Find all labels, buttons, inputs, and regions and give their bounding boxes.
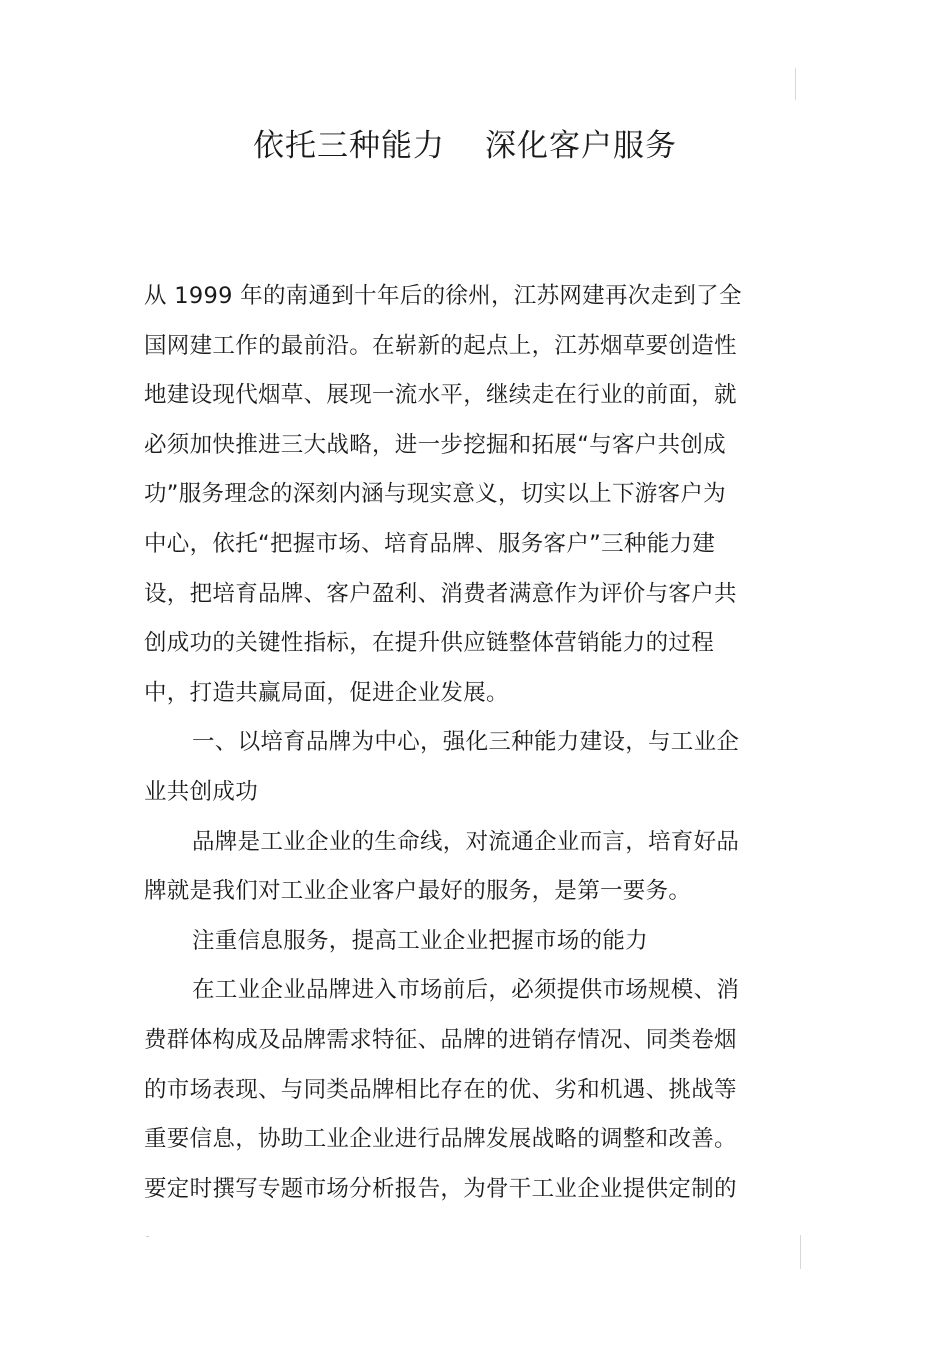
text-line: 从 1999 年的南通到十年后的徐州，江苏网建再次走到了全 xyxy=(144,283,742,309)
text-line: 牌就是我们对工业企业客户最好的服务，是第一要务。 xyxy=(144,878,692,905)
page-corner-mark-top xyxy=(795,68,796,100)
title-part-1: 依托三种能力 xyxy=(253,128,445,164)
text-line: 的市场表现、与同类品牌相比存在的优、劣和机遇、挑战等 xyxy=(144,1076,737,1103)
text-line: 业共创成功 xyxy=(144,778,259,805)
page-corner-mark-bottom xyxy=(800,1235,801,1269)
text-line: 品牌是工业企业的生命线，对流通企业而言，培育好品 xyxy=(192,828,740,855)
text-line: 设，把培育品牌、客户盈利、消费者满意作为评价与客户共 xyxy=(144,580,737,607)
text-line: 费群体构成及品牌需求特征、品牌的进销存情况、同类卷烟 xyxy=(144,1026,737,1053)
text-line: 必须加快推进三大战略，进一步挖掘和拓展“与客户共创成 xyxy=(144,431,726,458)
text-line: 创成功的关键性指标，在提升供应链整体营销能力的过程 xyxy=(144,630,715,657)
text-line: 注重信息服务，提高工业企业把握市场的能力 xyxy=(192,927,649,954)
text-line: 在工业企业品牌进入市场前后，必须提供市场规模、消 xyxy=(192,977,740,1004)
text-line: 中，打造共赢局面，促进企业发展。 xyxy=(144,679,509,706)
text-line: 中心，依托“把握市场、培育品牌、服务客户”三种能力建 xyxy=(144,530,716,557)
page-corner-dot xyxy=(146,1236,149,1237)
document-body xyxy=(144,272,750,1214)
text-line: 一、以培育品牌为中心，强化三种能力建设，与工业企 xyxy=(192,729,740,756)
text-line: 地建设现代烟草、展现一流水平，继续走在行业的前面，就 xyxy=(144,382,737,409)
title-part-2: 深化客户服务 xyxy=(485,128,677,164)
text-line: 功”服务理念的深刻内涵与现实意义，切实以上下游客户为 xyxy=(144,481,726,508)
text-line: 重要信息，协助工业企业进行品牌发展战略的调整和改善。 xyxy=(144,1126,737,1153)
document-title xyxy=(0,120,930,165)
text-line: 国网建工作的最前沿。在崭新的起点上，江苏烟草要创造性 xyxy=(144,332,737,359)
text-line: 要定时撰写专题市场分析报告，为骨干工业企业提供定制的 xyxy=(144,1175,737,1202)
